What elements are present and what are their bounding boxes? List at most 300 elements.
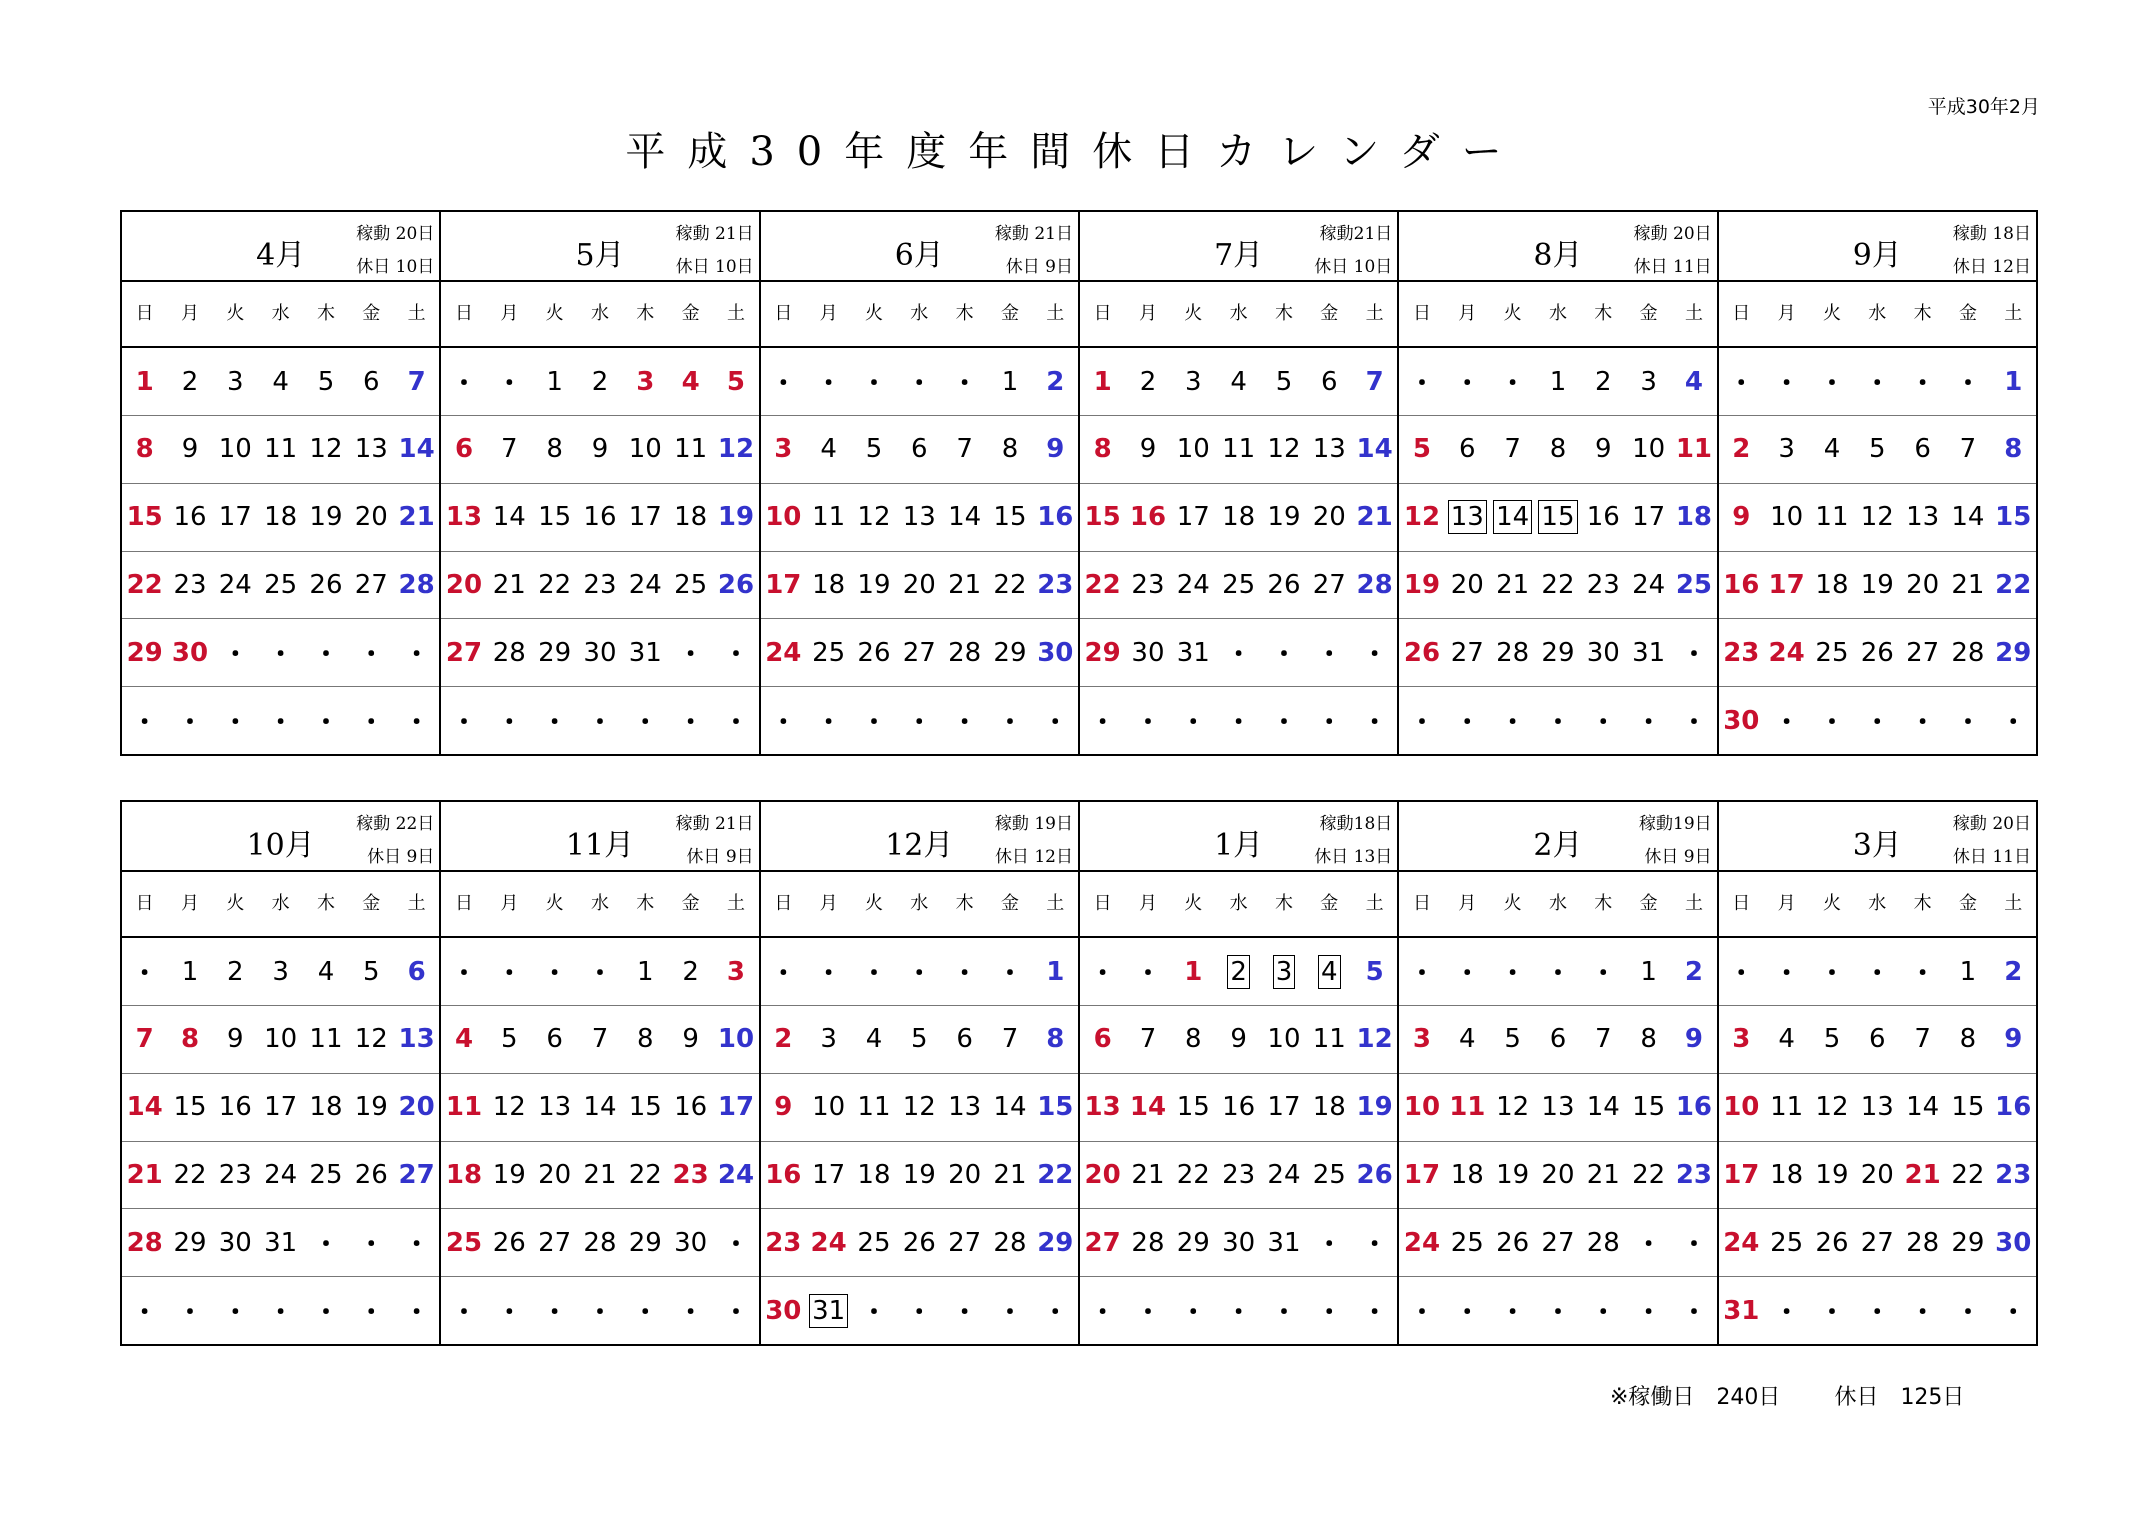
week-row xyxy=(441,1074,758,1142)
week-row xyxy=(761,687,1078,754)
weekday-label: 火 xyxy=(1184,303,1203,325)
day-number: 29 xyxy=(1037,1227,1074,1258)
day-cell xyxy=(487,484,532,551)
day-cell xyxy=(213,1142,258,1209)
day-cell xyxy=(1125,552,1170,619)
day-number: 21 xyxy=(126,1159,163,1190)
empty-day: ・ xyxy=(1680,1230,1707,1261)
day-number: 6 xyxy=(1459,434,1476,465)
weekday-label: 火 xyxy=(545,303,564,325)
week-row xyxy=(1399,1006,1716,1074)
day-cell xyxy=(167,619,212,686)
day-cell xyxy=(942,1074,987,1141)
month-panel xyxy=(1717,802,2036,1344)
day-number: 12 xyxy=(1356,1024,1393,1055)
day-cell xyxy=(1581,1142,1626,1209)
day-cell xyxy=(122,1006,167,1073)
day-cell xyxy=(713,619,758,686)
day-cell xyxy=(1125,687,1170,754)
day-cell xyxy=(349,484,394,551)
day-number: 25 xyxy=(264,569,298,600)
weekday-label: 土 xyxy=(1684,303,1703,325)
day-cell xyxy=(1490,1277,1535,1344)
day-cell xyxy=(987,552,1032,619)
day-number: 10 xyxy=(264,1024,298,1055)
weekday-label: 火 xyxy=(545,893,564,915)
day-cell xyxy=(1125,1277,1170,1344)
day-cell xyxy=(1719,484,1764,551)
day-cell xyxy=(487,416,532,483)
week-row xyxy=(441,348,758,416)
day-number: 29 xyxy=(1176,1227,1210,1258)
weekday-label: 火 xyxy=(1822,303,1841,325)
empty-day: ・ xyxy=(951,959,978,990)
day-cell xyxy=(167,484,212,551)
day-number: 3 xyxy=(272,956,289,987)
day-cell xyxy=(441,1277,486,1344)
weekday-label: 日 xyxy=(135,893,154,915)
day-cell xyxy=(623,687,668,754)
day-cell xyxy=(1352,938,1397,1005)
day-number: 25 xyxy=(674,569,708,600)
day-number: 2 xyxy=(1046,366,1065,397)
day-cell xyxy=(1719,416,1764,483)
day-number: 30 xyxy=(674,1227,708,1258)
day-cell xyxy=(1991,619,2036,686)
day-cell xyxy=(122,348,167,415)
day-number: 19 xyxy=(1496,1159,1530,1190)
day-cell xyxy=(1080,416,1125,483)
day-cell xyxy=(942,687,987,754)
day-number: 30 xyxy=(765,1295,802,1326)
empty-day: ・ xyxy=(860,1298,887,1329)
week-row xyxy=(122,687,439,754)
day-cell xyxy=(1216,938,1261,1005)
weekday-label: 土 xyxy=(1365,893,1384,915)
day-cell xyxy=(851,1209,896,1276)
day-cell xyxy=(577,484,622,551)
day-cell xyxy=(1855,619,1900,686)
empty-day: ・ xyxy=(1270,1298,1297,1329)
empty-day: ・ xyxy=(1499,1298,1526,1329)
day-cell xyxy=(213,619,258,686)
day-number: 23 xyxy=(1586,569,1620,600)
day-cell xyxy=(441,348,486,415)
day-number: 22 xyxy=(1176,1159,1210,1190)
day-number: 16 xyxy=(1723,569,1760,600)
day-cell xyxy=(1307,416,1352,483)
empty-day: ・ xyxy=(1408,959,1435,990)
weekday-label: 日 xyxy=(774,303,793,325)
weekday-label: 金 xyxy=(1000,303,1019,325)
day-cell xyxy=(987,416,1032,483)
day-cell xyxy=(258,687,303,754)
weekday-label: 月 xyxy=(1777,893,1796,915)
day-number: 16 xyxy=(1995,1092,2032,1123)
weekday-label: 金 xyxy=(1639,303,1658,325)
holidays: 休日 10日 xyxy=(1314,257,1393,277)
day-cell xyxy=(1900,1074,1945,1141)
day-cell xyxy=(258,416,303,483)
day-cell xyxy=(623,619,668,686)
empty-day: ・ xyxy=(632,708,659,739)
day-cell xyxy=(1626,619,1671,686)
week-row xyxy=(761,552,1078,620)
day-cell xyxy=(1719,1074,1764,1141)
day-number: 8 xyxy=(2004,434,2023,465)
day-cell xyxy=(303,552,348,619)
day-cell xyxy=(942,1277,987,1344)
day-number: 7 xyxy=(135,1024,154,1055)
day-number: 25 xyxy=(1770,1227,1804,1258)
day-number: 30 xyxy=(583,637,617,668)
weekday-label: 水 xyxy=(910,893,929,915)
weekday-label: 日 xyxy=(1732,893,1751,915)
day-number: 28 xyxy=(948,637,982,668)
empty-day: ・ xyxy=(1361,708,1388,739)
page-title: 平成30年度年間休日カレンダー xyxy=(625,129,1524,175)
day-number: 12 xyxy=(492,1092,526,1123)
work-days: 稼動 19日 xyxy=(994,814,1073,834)
day-cell xyxy=(1719,687,1764,754)
holidays: 休日 11日 xyxy=(1952,847,2031,867)
empty-day: ・ xyxy=(996,959,1023,990)
week-row xyxy=(1719,938,2036,1006)
empty-day: ・ xyxy=(1408,369,1435,400)
day-cell xyxy=(122,1142,167,1209)
day-cell xyxy=(1581,938,1626,1005)
day-cell xyxy=(1809,1074,1854,1141)
empty-day: ・ xyxy=(860,959,887,990)
day-cell xyxy=(623,348,668,415)
day-number: 29 xyxy=(1951,1227,1985,1258)
day-number: 20 xyxy=(354,502,388,533)
week-row xyxy=(441,1142,758,1210)
day-number: 19 xyxy=(1403,569,1441,600)
day-number: 23 xyxy=(1222,1159,1256,1190)
empty-day: ・ xyxy=(403,640,430,671)
day-cell xyxy=(441,552,486,619)
day-cell xyxy=(761,484,806,551)
day-number: 3 xyxy=(227,366,244,397)
day-cell xyxy=(668,619,713,686)
day-number: 20 xyxy=(1906,569,1940,600)
day-cell xyxy=(851,416,896,483)
weekday-label: 木 xyxy=(955,893,974,915)
day-cell xyxy=(441,938,486,1005)
week-row xyxy=(1399,1074,1716,1142)
day-number: 8 xyxy=(546,434,563,465)
day-cell xyxy=(1261,619,1306,686)
weekday-label: 水 xyxy=(1868,893,1887,915)
day-cell xyxy=(1080,552,1125,619)
day-cell xyxy=(349,1277,394,1344)
day-number: 3 xyxy=(1273,955,1296,989)
day-cell xyxy=(258,1074,303,1141)
day-number: 28 xyxy=(1356,569,1393,600)
day-number: 22 xyxy=(993,569,1027,600)
day-cell xyxy=(1535,484,1580,551)
empty-day: ・ xyxy=(1042,708,1069,739)
weekday-label: 水 xyxy=(590,303,609,325)
day-number: 29 xyxy=(628,1227,662,1258)
month-name: 1月 xyxy=(1214,828,1264,863)
day-cell xyxy=(394,416,439,483)
day-cell xyxy=(441,687,486,754)
day-number: 11 xyxy=(674,434,708,465)
empty-day: ・ xyxy=(815,708,842,739)
day-cell xyxy=(1626,552,1671,619)
day-number: 7 xyxy=(1504,434,1521,465)
week-row xyxy=(1399,416,1716,484)
weekday-header xyxy=(1719,872,2036,938)
day-number: 21 xyxy=(492,569,526,600)
day-cell xyxy=(1764,1209,1809,1276)
day-cell xyxy=(213,938,258,1005)
empty-day: ・ xyxy=(860,708,887,739)
weekday-header xyxy=(441,282,758,348)
day-number: 16 xyxy=(1586,502,1620,533)
empty-day: ・ xyxy=(815,369,842,400)
day-cell xyxy=(713,484,758,551)
day-cell xyxy=(1809,416,1854,483)
day-cell xyxy=(897,1006,942,1073)
day-cell xyxy=(532,348,577,415)
day-cell xyxy=(1216,552,1261,619)
day-cell xyxy=(987,687,1032,754)
day-cell xyxy=(668,1277,713,1344)
empty-day: ・ xyxy=(677,640,704,671)
empty-day: ・ xyxy=(1408,1298,1435,1329)
weekday-label: 土 xyxy=(726,893,745,915)
day-cell xyxy=(1033,484,1078,551)
day-cell xyxy=(487,1209,532,1276)
empty-day: ・ xyxy=(632,1298,659,1329)
day-cell xyxy=(1991,1074,2036,1141)
day-number: 2 xyxy=(591,366,609,397)
day-cell xyxy=(987,619,1032,686)
day-cell xyxy=(1399,1277,1444,1344)
week-row xyxy=(1080,687,1397,754)
day-cell xyxy=(1671,1209,1716,1276)
weekday-label: 水 xyxy=(590,893,609,915)
day-cell xyxy=(806,938,851,1005)
day-cell xyxy=(394,938,439,1005)
empty-day: ・ xyxy=(176,708,203,739)
day-cell xyxy=(532,938,577,1005)
empty-day: ・ xyxy=(1635,708,1662,739)
work-days: 稼動 22日 xyxy=(356,814,435,834)
day-cell xyxy=(303,1074,348,1141)
day-cell xyxy=(1352,1006,1397,1073)
empty-day: ・ xyxy=(312,640,339,671)
weekday-label: 木 xyxy=(1913,303,1932,325)
empty-day: ・ xyxy=(358,640,385,671)
empty-day: ・ xyxy=(1590,1298,1617,1329)
day-number: 7 xyxy=(956,434,973,465)
day-number: 27 xyxy=(1541,1227,1575,1258)
day-cell xyxy=(167,1074,212,1141)
empty-day: ・ xyxy=(496,1298,523,1329)
day-number: 9 xyxy=(1046,434,1065,465)
day-number: 17 xyxy=(218,502,252,533)
day-cell xyxy=(577,687,622,754)
day-cell xyxy=(1080,1209,1125,1276)
day-number: 4 xyxy=(1230,366,1247,397)
month-header xyxy=(1080,802,1397,872)
day-number: 25 xyxy=(1450,1227,1484,1258)
day-number: 6 xyxy=(1914,434,1931,465)
day-cell xyxy=(1490,484,1535,551)
day-cell xyxy=(897,484,942,551)
day-cell xyxy=(1080,1074,1125,1141)
empty-day: ・ xyxy=(541,959,568,990)
month-stats xyxy=(356,218,434,284)
day-number: 9 xyxy=(774,1092,793,1123)
day-number: 15 xyxy=(1538,500,1577,534)
day-number: 26 xyxy=(902,1227,936,1258)
day-cell xyxy=(1490,619,1535,686)
day-number: 20 xyxy=(445,569,483,600)
day-cell xyxy=(349,552,394,619)
day-number: 12 xyxy=(1496,1092,1530,1123)
day-number: 12 xyxy=(309,434,343,465)
day-cell xyxy=(1671,1142,1716,1209)
day-cell xyxy=(1581,687,1626,754)
week-row xyxy=(122,552,439,620)
day-cell xyxy=(1216,1006,1261,1073)
day-cell xyxy=(1991,484,2036,551)
empty-day: ・ xyxy=(1544,708,1571,739)
weekday-label: 金 xyxy=(1320,893,1339,915)
week-row xyxy=(122,1277,439,1344)
week-row xyxy=(1719,1142,2036,1210)
day-number: 27 xyxy=(948,1227,982,1258)
day-number: 5 xyxy=(363,956,380,987)
day-cell xyxy=(1855,1209,1900,1276)
day-number: 9 xyxy=(1595,434,1612,465)
day-cell xyxy=(623,938,668,1005)
day-number: 28 xyxy=(993,1227,1027,1258)
day-number: 21 xyxy=(1586,1159,1620,1190)
day-cell xyxy=(532,1142,577,1209)
day-number: 10 xyxy=(1770,502,1804,533)
day-cell xyxy=(1261,938,1306,1005)
day-cell xyxy=(487,938,532,1005)
day-number: 12 xyxy=(1267,434,1301,465)
weekday-label: 木 xyxy=(316,893,335,915)
day-cell xyxy=(897,687,942,754)
day-number: 30 xyxy=(1995,1227,2032,1258)
day-number: 3 xyxy=(1640,366,1657,397)
month-stats xyxy=(676,808,754,874)
day-number: 1 xyxy=(1959,956,1977,987)
day-number: 6 xyxy=(911,434,928,465)
day-cell xyxy=(1307,1074,1352,1141)
day-cell xyxy=(713,348,758,415)
day-number: 19 xyxy=(492,1159,526,1190)
day-cell xyxy=(1125,348,1170,415)
day-number: 13 xyxy=(1448,500,1487,534)
day-cell xyxy=(1855,1277,1900,1344)
day-number: 24 xyxy=(1768,637,1805,668)
empty-day: ・ xyxy=(770,708,797,739)
empty-day: ・ xyxy=(358,708,385,739)
week-row xyxy=(761,1277,1078,1344)
day-number: 16 xyxy=(583,502,617,533)
day-cell xyxy=(577,1006,622,1073)
day-cell xyxy=(349,1142,394,1209)
day-number: 16 xyxy=(1222,1092,1256,1123)
day-number: 9 xyxy=(1230,1024,1247,1055)
holidays: 休日 10日 xyxy=(675,257,754,277)
empty-day: ・ xyxy=(176,1298,203,1329)
month-stats xyxy=(676,218,754,284)
day-cell xyxy=(1216,1209,1261,1276)
empty-day: ・ xyxy=(222,640,249,671)
day-number: 10 xyxy=(1403,1092,1441,1123)
day-number: 15 xyxy=(1951,1092,1985,1123)
day-cell xyxy=(167,938,212,1005)
day-number: 28 xyxy=(1906,1227,1940,1258)
holidays: 休日 9日 xyxy=(367,847,435,867)
day-cell xyxy=(1671,1006,1716,1073)
empty-day: ・ xyxy=(1818,959,1845,990)
day-cell xyxy=(897,416,942,483)
day-cell xyxy=(713,1074,758,1141)
day-number: 19 xyxy=(857,569,891,600)
day-number: 23 xyxy=(218,1159,252,1190)
day-cell xyxy=(897,1277,942,1344)
week-row xyxy=(1080,619,1397,687)
empty-day: ・ xyxy=(541,1298,568,1329)
day-cell xyxy=(668,416,713,483)
day-number: 1 xyxy=(135,366,154,397)
day-cell xyxy=(1945,1074,1990,1141)
day-cell xyxy=(1490,416,1535,483)
day-cell xyxy=(1945,619,1990,686)
day-cell xyxy=(1352,552,1397,619)
day-number: 27 xyxy=(445,637,483,668)
empty-day: ・ xyxy=(996,1298,1023,1329)
day-number: 24 xyxy=(1632,569,1666,600)
month-panel xyxy=(1397,802,1716,1344)
empty-day: ・ xyxy=(1590,959,1617,990)
day-cell xyxy=(1991,938,2036,1005)
empty-day: ・ xyxy=(1361,1230,1388,1261)
weekday-label: 月 xyxy=(819,303,838,325)
day-number: 11 xyxy=(264,434,298,465)
weekday-label: 日 xyxy=(1412,893,1431,915)
day-number: 27 xyxy=(902,637,936,668)
day-cell xyxy=(1490,687,1535,754)
empty-day: ・ xyxy=(2000,1298,2027,1329)
day-cell xyxy=(1945,348,1990,415)
weekday-label: 木 xyxy=(1274,893,1293,915)
week-row xyxy=(1399,348,1716,416)
month-stats xyxy=(995,808,1073,874)
day-cell xyxy=(394,619,439,686)
day-number: 16 xyxy=(1129,502,1167,533)
day-cell xyxy=(1261,1142,1306,1209)
day-number: 11 xyxy=(309,1024,343,1055)
day-number: 23 xyxy=(1723,637,1760,668)
day-cell xyxy=(761,552,806,619)
day-cell xyxy=(1855,1074,1900,1141)
day-number: 22 xyxy=(628,1159,662,1190)
week-row xyxy=(1719,687,2036,754)
day-cell xyxy=(1352,1277,1397,1344)
